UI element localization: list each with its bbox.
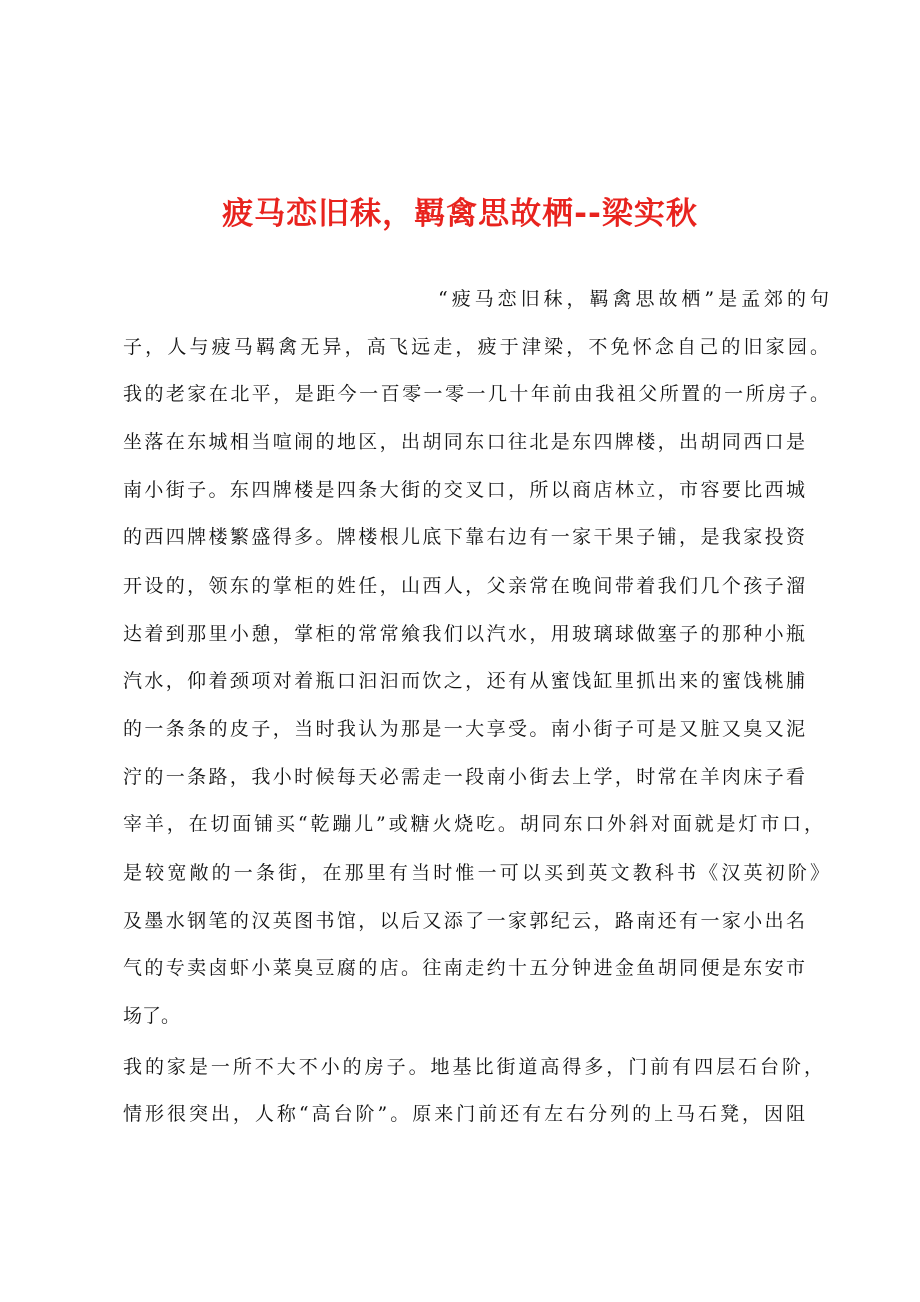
document-title: 疲马恋旧秣，羁禽思故栖--梁实秋	[222, 196, 698, 232]
paragraph1-line-8: 达着到那里小憩，掌柜的常常飨我们以汽水，用玻璃球做塞子的那种小瓶	[123, 623, 805, 645]
paragraph1-line-7: 开设的，领东的掌柜的姓任，山西人，父亲常在晚间带着我们几个孩子溜	[123, 575, 805, 597]
paragraph1-line-14: 及墨水钢笔的汉英图书馆，以后又添了一家郭纪云，路南还有一家小出名	[123, 910, 805, 932]
paragraph1-line-15: 气的专卖卤虾小菜臭豆腐的店。往南走约十五分钟进金鱼胡同便是东安市	[123, 957, 805, 979]
paragraph2-line-2: 情形很突出，人称“高台阶”。原来门前还有左右分列的上马石凳，因阻	[123, 1103, 805, 1125]
paragraph1-line-2: 子，人与疲马羁禽无异，高飞远走，疲于津梁，不免怀念自己的旧家园。	[123, 336, 829, 358]
paragraph1-line-5: 南小街子。东四牌楼是四条大街的交叉口，所以商店林立，市容要比西城	[123, 479, 805, 501]
paragraph1-line-11: 泞的一条路，我小时候每天必需走一段南小街去上学，时常在羊肉床子看	[123, 766, 805, 788]
paragraph1-line-3: 我的老家在北平，是距今一百零一零一几十年前由我祖父所置的一所房子。	[123, 383, 829, 405]
paragraph1-line-9: 汽水，仰着颈项对着瓶口汩汩而饮之，还有从蜜饯缸里抓出来的蜜饯桃脯	[123, 670, 805, 692]
paragraph1-line-1: “疲马恋旧秣，羁禽思故栖”是孟郊的句	[438, 288, 829, 310]
paragraph1-line-16: 场了。	[123, 1005, 181, 1027]
paragraph2-line-1: 我的家是一所不大不小的房子。地基比街道高得多，门前有四层石台阶，	[123, 1056, 823, 1078]
paragraph1-line-13: 是较宽敞的一条街，在那里有当时惟一可以买到英文教科书《汉英初阶》	[123, 862, 829, 884]
paragraph1-line-12: 宰羊，在切面铺买“乾蹦儿”或糖火烧吃。胡同东口外斜对面就是灯市口，	[123, 813, 823, 835]
paragraph1-line-10: 的一条条的皮子，当时我认为那是一大享受。南小街子可是又脏又臭又泥	[123, 718, 805, 740]
paragraph1-line-4: 坐落在东城相当喧闹的地区，出胡同东口往北是东四牌楼，出胡同西口是	[123, 431, 805, 453]
paragraph1-line-6: 的西四牌楼繁盛得多。牌楼根儿底下靠右边有一家干果子铺，是我家投资	[123, 526, 805, 548]
